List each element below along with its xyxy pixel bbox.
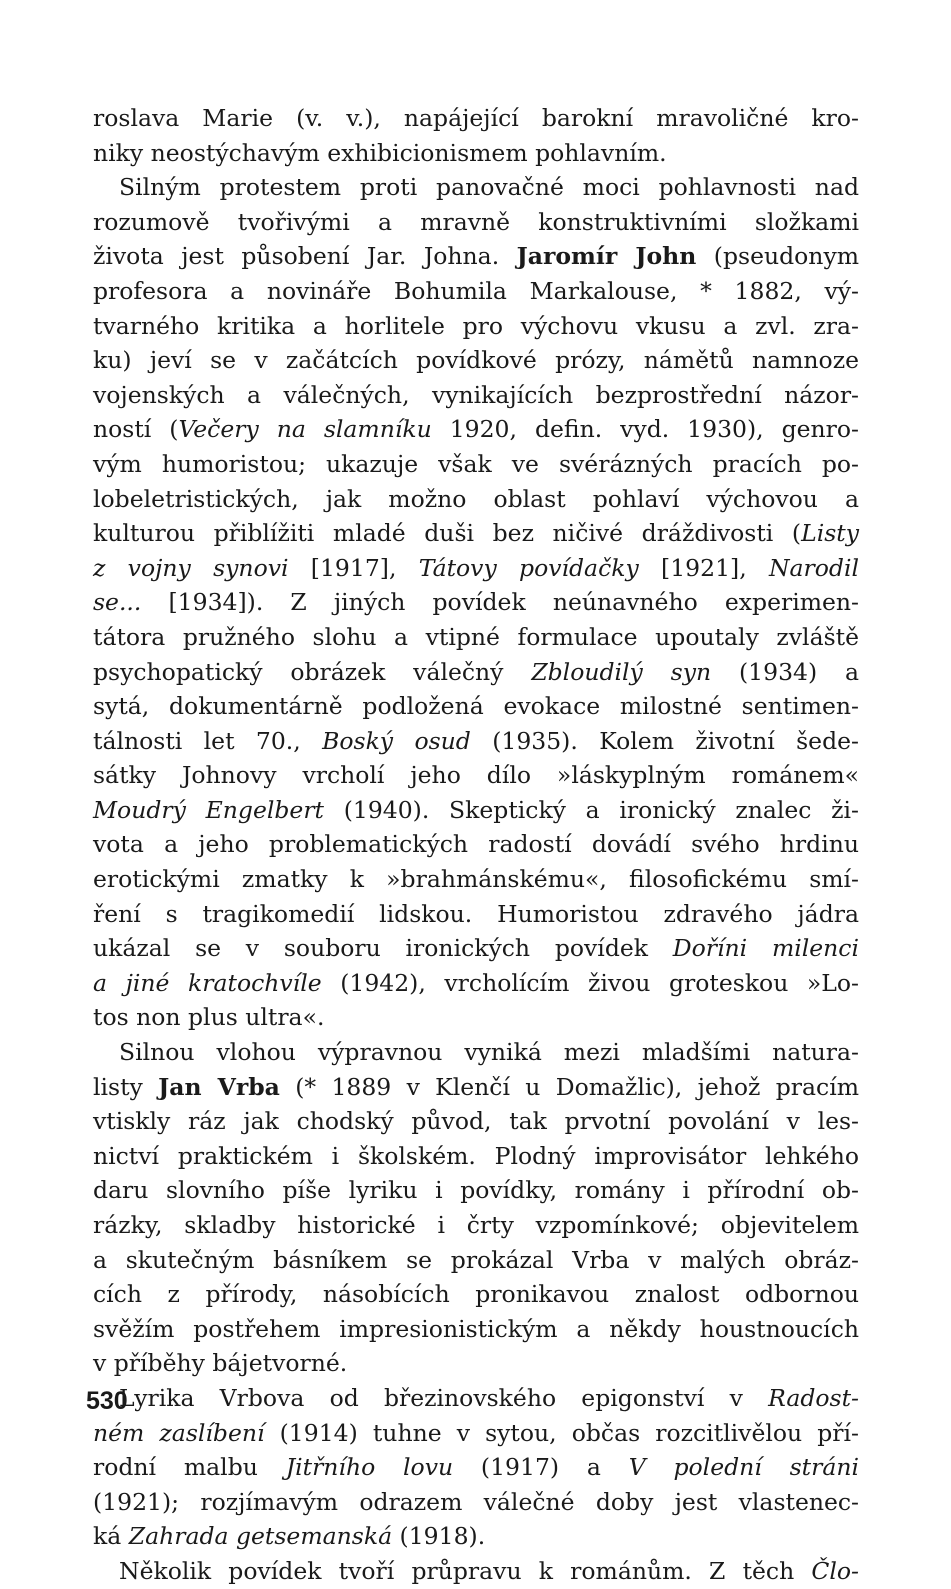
text-line <box>93 1243 859 1278</box>
text-run: Silným protestem proti panovačné moci pohlavnosti nad <box>119 173 859 202</box>
italic-title: V polední stráni <box>628 1453 859 1482</box>
text-run: Silnou vlohou výpravnou vyniká mezi mladšími natura- <box>119 1038 859 1067</box>
text-line <box>93 620 859 655</box>
text-line <box>93 101 859 136</box>
text-line <box>93 343 859 378</box>
text-run: vota a jeho problematických radostí dovádí svého hrdinu <box>93 830 859 859</box>
text-line <box>93 1450 859 1485</box>
text-line <box>93 1070 859 1105</box>
text-run: ností ( <box>93 415 179 444</box>
italic-title: Boský osud <box>322 726 471 755</box>
text-run: sytá, dokumentárně podložená evokace milostné sentimen- <box>93 692 859 721</box>
text-run: tos non plus ultra«. <box>93 1003 325 1032</box>
text-line <box>93 1173 859 1208</box>
italic-title: Jitřního lovu <box>285 1453 454 1482</box>
text-line <box>93 516 859 551</box>
text-line <box>93 551 859 586</box>
text-run: vojenských a válečných, vynikajících bezprostřední názor- <box>93 380 859 409</box>
italic-title: Narodil <box>768 553 859 582</box>
text-line <box>93 1139 859 1174</box>
italic-title: ném zaslíbení <box>93 1418 265 1447</box>
italic-title: a jiné kratochvíle <box>93 968 322 997</box>
text-line <box>93 239 859 274</box>
italic-title: Listy <box>801 519 859 548</box>
text-line <box>93 1416 859 1451</box>
text-line <box>93 827 859 862</box>
text-run: cích z přírody, násobících pronikavou znalost odbornou <box>93 1280 859 1309</box>
text-run: ku) jeví se v začátcích povídkové prózy, námětů namnoze <box>93 346 859 375</box>
text-line <box>93 1035 859 1070</box>
text-run: Lyrika Vrbova od březinovského epigonství v <box>119 1383 769 1412</box>
text-run: listy <box>93 1072 159 1101</box>
text-line <box>93 412 859 447</box>
text-line <box>93 758 859 793</box>
italic-title: Tátovy povídačky <box>418 553 639 582</box>
text-run: rázky, skladby historické i črty vzpomínkové; objevitelem <box>93 1211 859 1239</box>
text-run: [1917], <box>288 553 419 582</box>
text-line <box>93 1000 859 1035</box>
italic-title: Moudrý Engelbert <box>93 795 324 824</box>
text-line <box>93 274 859 309</box>
italic-title: Člo- <box>811 1556 859 1585</box>
text-run: (1914) tuhne v sytou, občas rozcitlivělou pří- <box>264 1418 859 1447</box>
text-run: 1920, defin. vyd. 1930), genro- <box>431 415 859 444</box>
page-number: 530 <box>86 1387 128 1415</box>
bold-name: Jaromír John <box>516 242 697 271</box>
text-line <box>93 482 859 517</box>
text-line <box>93 447 859 482</box>
text-run: Několik povídek tvoří průpravu k románům. Z těch <box>119 1556 812 1585</box>
text-run: svěžím postřehem impresionistickým a někdy houstnoucích <box>93 1314 859 1343</box>
text-run: v příběhy bájetvorné. <box>93 1349 348 1378</box>
text-run: erotickými zmatky k »brahmánskému«, filosofickému smí- <box>93 865 859 894</box>
text-line <box>93 1277 859 1312</box>
text-line <box>93 1312 859 1347</box>
text-line <box>93 1519 859 1554</box>
text-line <box>93 1554 859 1589</box>
text-run: a skutečným básníkem se prokázal Vrba v malých obráz- <box>93 1245 859 1274</box>
text-line <box>93 585 859 620</box>
text-line <box>93 724 859 759</box>
text-line <box>93 931 859 966</box>
text-run: rozumově tvořivými a mravně konstruktivními složkami <box>93 207 859 236</box>
text-run: (1934) a <box>711 657 860 686</box>
text-run: (1935). Kolem životní šede- <box>470 726 859 755</box>
text-run: lobeletristických, jak možno oblast pohlaví výchovou a <box>93 484 859 513</box>
text-run: (1921); rozjímavým odrazem válečné doby jest vlastenec- <box>93 1487 859 1516</box>
text-run: nictví praktickém i školském. Plodný improvisátor lehkého <box>93 1141 859 1170</box>
text-run: života jest působení Jar. Johna. <box>93 242 517 271</box>
text-run: niky neostýchavým exhibicionismem pohlavním. <box>93 138 667 167</box>
text-line <box>93 689 859 724</box>
text-line <box>93 897 859 932</box>
text-run: kulturou přiblížiti mladé duši bez ničivé dráždivosti ( <box>93 519 802 548</box>
text-run: vtiskly ráz jak chodský původ, tak prvotní povolání v les- <box>93 1107 859 1136</box>
text-line <box>93 1104 859 1139</box>
text-run: (1940). Skeptický a ironický znalec ži- <box>324 795 859 824</box>
body-text <box>93 101 859 1589</box>
text-run: (pseudonym <box>696 242 860 271</box>
text-run: ření s tragikomedií lidskou. Humoristou zdravého jádra <box>93 899 859 928</box>
text-line <box>93 170 859 205</box>
text-line <box>93 205 859 240</box>
bold-name: Jan Vrba <box>158 1072 280 1101</box>
text-line <box>93 1208 859 1243</box>
text-run: ká <box>93 1522 129 1551</box>
text-line <box>93 1381 859 1416</box>
text-run: roslava Marie (v. v.), napájející barokní mravoličné kro- <box>93 104 859 132</box>
text-run: (1918). <box>392 1522 486 1551</box>
text-run: tvarného kritika a horlitele pro výchovu vkusu a zvl. zra- <box>93 311 859 340</box>
italic-title: z vojny synovi <box>93 553 289 582</box>
text-line <box>93 862 859 897</box>
text-run: profesora a novináře Bohumila Markalouse, * 1882, vý- <box>93 276 859 305</box>
text-run: daru slovního píše lyriku i povídky, romány i přírodní ob- <box>93 1176 859 1205</box>
text-run: [1934]). Z jiných povídek neúnavného experimen- <box>141 588 859 617</box>
italic-title: Doříni milenci <box>672 934 859 963</box>
text-line <box>93 1485 859 1520</box>
text-run: tálnosti let 70., <box>93 726 323 755</box>
text-line <box>93 1346 859 1381</box>
text-line <box>93 966 859 1001</box>
text-line <box>93 655 859 690</box>
text-run: psychopatický obrázek válečný <box>93 657 532 686</box>
text-run: (1942), vrcholícím živou groteskou »Lo- <box>321 968 860 997</box>
italic-title: Večery na slamníku <box>178 415 432 444</box>
text-line <box>93 793 859 828</box>
text-run: tátora pružného slohu a vtipné formulace upoutaly zvláště <box>93 622 859 651</box>
text-run: ukázal se v souboru ironických povídek <box>93 934 673 963</box>
text-run: vým humoristou; ukazuje však ve svérázných pracích po- <box>93 449 859 478</box>
text-line <box>93 378 859 413</box>
text-run: [1921], <box>638 553 769 582</box>
italic-title: se... <box>93 588 142 617</box>
text-run: sátky Johnovy vrcholí jeho dílo »láskyplným románem« <box>93 761 859 790</box>
text-run: (1917) a <box>453 1453 629 1482</box>
text-line <box>93 309 859 344</box>
italic-title: Radost- <box>768 1383 859 1412</box>
italic-title: Zbloudilý syn <box>531 657 712 686</box>
text-run: rodní malbu <box>93 1453 286 1482</box>
italic-title: Zahrada getsemanská <box>128 1522 393 1551</box>
text-line <box>93 136 859 171</box>
text-run: (* 1889 v Klenčí u Domažlic), jehož pracím <box>279 1072 860 1101</box>
